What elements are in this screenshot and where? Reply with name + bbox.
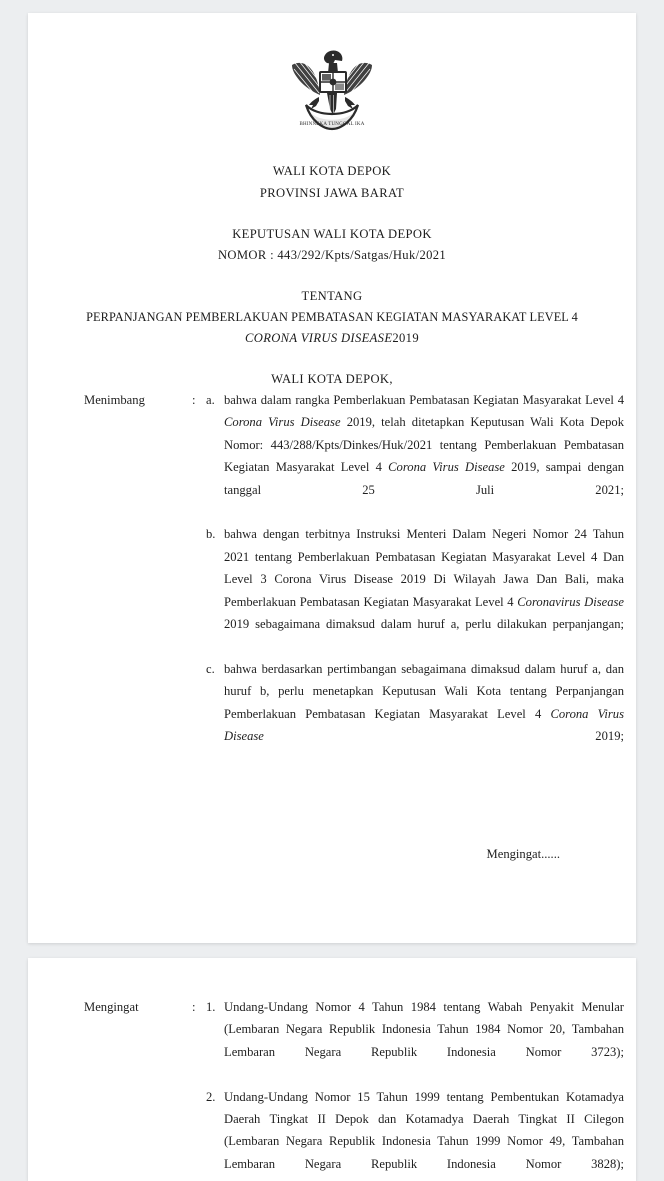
menimbang-colon: : [192,393,196,407]
header-province: PROVINSI JAWA BARAT [259,186,405,200]
text-run: bahwa dalam rangka Pemberlakuan Pembatasan Kegiatan Masyarakat Level 4 [224,393,624,407]
menimbang-item-marker: b. [206,527,216,542]
text-run: 2019, sampai dengan tanggal 25 Juli 2021; [224,460,624,497]
text-run: bahwa dengan terbitnya Instruksi Menteri Dalam Negeri Nomor 24 Tahun 2021 tentang Pemberlakuan Pembatasan Kegiatan Masyarakat Level 4 Dan Level 3 Corona Virus Disease 2019 Di Wilayah Jawa Dan Bali, maka Pemberlakuan Pembatasan Kegiatan Masyarakat Level 4 [224,527,624,609]
text-run: Undang-Undang Nomor 4 Tahun 1984 tentang Wabah Penyakit Menular (Lembaran Negara Republik Indonesia Tahun 1984 Nomor 20, Tambahan Lembaran Negara Republik Indonesia Nomor 3723); [224,1000,624,1059]
menimbang-item-marker: a. [206,393,215,407]
mengingat-row [84,996,624,1181]
menimbang-label: Menimbang [84,393,145,407]
document-page-2 [28,958,636,1181]
mengingat-item [206,1086,624,1181]
menimbang-item-text [224,389,624,523]
decree-subject-disease [28,328,636,349]
italic-term: Corona Virus Disease [224,415,341,430]
document-page-1 [28,13,636,943]
signatory-line: WALI KOTA DEPOK, [271,372,393,386]
menimbang-item-list [206,389,624,770]
mengingat-item-marker: 1. [206,1000,216,1014]
decree-subject: PERPANJANGAN PEMBERLAKUAN PEMBATASAN KEGIATAN MASYARAKAT LEVEL 4 [86,310,578,324]
mengingat-section [84,996,624,1181]
tentang-label: TENTANG [301,289,363,303]
text-run: bahwa berdasarkan pertimbangan sebagaimana dimaksud dalam huruf a, dan huruf b, perlu menetapkan Keputusan Wali Kota tentang Perpanjangan Pemberlakuan Pembatasan Kegiatan Masyarakat Level 4 [224,661,624,721]
menimbang-item-text [224,523,624,657]
text-run: Undang-Undang Nomor 15 Tahun 1999 tentang Pembentukan Kotamadya Daerah Tingkat II Depok dan Kotamadya Daerah Tingkat II Cilegon (Lembaran Negara Republik Indonesia Tahun 1999 Nomor 49, Tambahan Lembaran Negara Republik Indonesia Nomor 3828); [224,1089,624,1171]
menimbang-section [84,389,624,770]
mengingat-item-marker: 2. [206,1089,216,1104]
menimbang-item [206,389,624,523]
text-run: 2019; [263,729,624,744]
mengingat-label: Mengingat [84,1000,139,1014]
mengingat-item-text [224,996,624,1086]
text-run: 2019 sebagaimana dimaksud dalam huruf a, perlu dilakukan perpanjangan; [224,617,624,632]
svg-text:BHINNEKA TUNGGAL IKA: BHINNEKA TUNGGAL IKA [299,122,365,127]
menimbang-item [206,523,624,657]
decree-number: NOMOR : 443/292/Kpts/Satgas/Huk/2021 [217,248,447,262]
decree-title: KEPUTUSAN WALI KOTA DEPOK [232,227,432,241]
header-organization: WALI KOTA DEPOK [272,164,392,178]
italic-term: Coronavirus Disease [517,594,624,609]
menimbang-item [206,658,624,770]
mengingat-colon: : [192,1000,196,1014]
italic-term: Corona Virus Disease [224,706,624,744]
mengingat-item-list [206,996,624,1181]
menimbang-item-marker: c. [206,661,215,676]
page-catchword: Mengingat...... [486,847,560,861]
mengingat-item-text [224,1086,624,1181]
menimbang-row [84,389,624,770]
mengingat-item [206,996,624,1086]
disease-name-italic: CORONA VIRUS DISEASE [245,331,393,345]
menimbang-item-text [224,658,624,770]
italic-term: Corona Virus Disease [388,460,505,475]
disease-year: 2019 [392,331,419,345]
text-run: 2019, telah ditetapkan Keputusan Wali Kota Depok Nomor: 443/288/Kpts/Dinkes/Huk/2021 tentang Pemberlakuan Pembatasan Kegiatan Masyarakat Level 4 [224,415,624,475]
garuda-pancasila-emblem [28,43,636,139]
